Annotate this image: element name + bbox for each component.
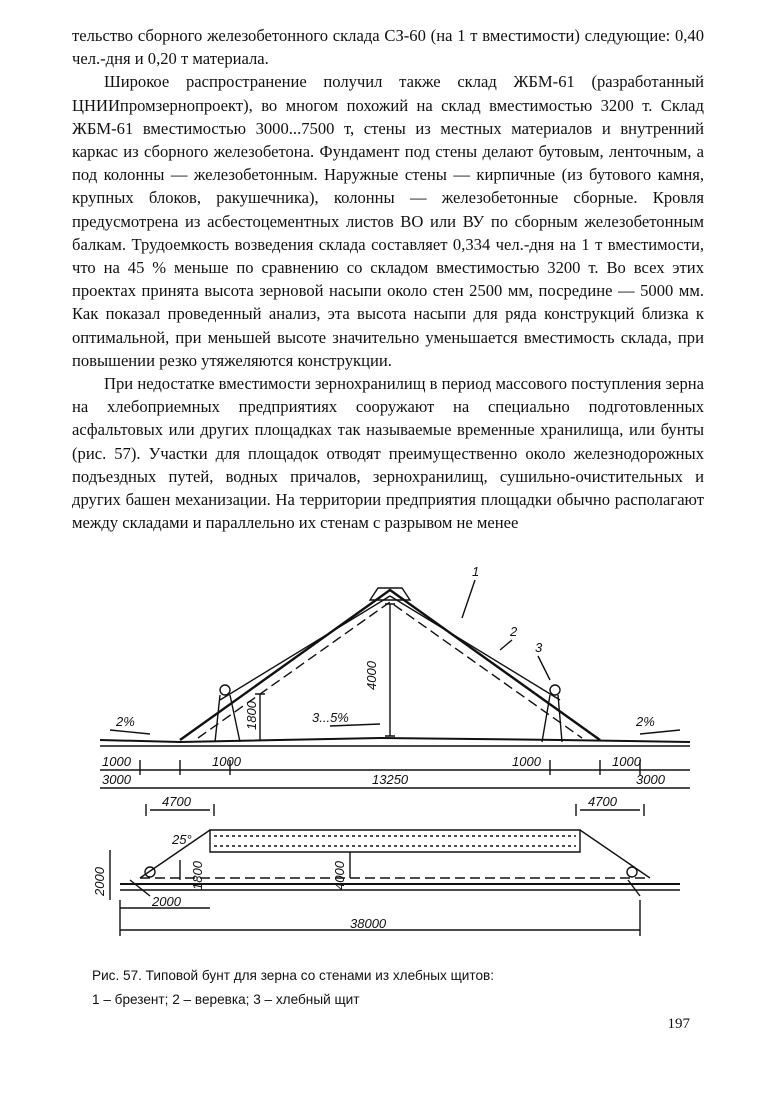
label-4700-left: 4700: [162, 794, 191, 809]
page-number: 197: [667, 1016, 690, 1032]
figure-caption: [92, 964, 712, 1012]
label-4000-top: 4000: [364, 661, 379, 690]
label-slope-mid: 3...5%: [312, 710, 349, 725]
label-2000: 2000: [152, 894, 181, 909]
label-2000-vertical: 2000: [92, 867, 107, 896]
label-angle-25: 25°: [172, 832, 192, 847]
label-slope-left: 2%: [116, 714, 135, 729]
label-13250: 13250: [372, 772, 409, 787]
grain-pile-drawing: [80, 560, 710, 960]
paragraph-2: Широкое распространение получил также склад ЖБМ-61 (разработанный ЦНИИпромзернопроект), во многом похожий на склад вместимостью 3200 т. Склад ЖБМ-61 вместимостью 3000...7500 т, стены из местных материалов и внутренний каркас из сборного железобетона. Фундамент под стены делают бутовым, ленточным, а под колонны — железобетонным. Наружные стены — кирпичные (из бутового камня, крупных блоков, ракушечника), колонны — железобетонные сборные. Кровля предусмотрена из асбестоцементных листов ВО или ВУ по сборным железобетонным балкам. Трудоемкость возведения склада составляет 0,334 чел.-дня на 1 т вместимости, что на 45 % меньше по сравнению со складом вместимостью 3200 т. Во всех этих проектах принята высота зерновой насыпи около стен 2500 мм, посредине — 5000 мм. Как показал проведенный анализ, эта высота насыпи для ряда конструкций близка к оптимальной, при меньшей высоте значительно уменьшается вместимость склада, при повышении резко утяжеляются конструкции.: [72, 72, 704, 370]
paragraph-3: При недостатке вместимости зернохранилищ в период массового поступления зерна на хлебоприемных предприятиях сооружают на специально подготовленных асфальтовых или других площадках так называемые временные хранилища, или бунты (рис. 57). Участки для площадок отводят преимущественно около железнодорожных подъездных путей, водных причалов, зернохранилищ, сушильно-очистительных и других башен механизации. На территории предприятия площадки обычно располагают между складами и параллельно их стенам с разрывом не менее: [72, 374, 704, 533]
caption-legend: 1 – брезент; 2 – веревка; 3 – хлебный щит: [92, 992, 360, 1007]
body-text: [72, 24, 704, 534]
figure-57-drawing: [80, 560, 710, 960]
label-1800-bottom: 1800: [190, 861, 205, 890]
label-1000-b: 1000: [212, 754, 241, 769]
label-1: 1: [472, 564, 480, 579]
paragraph-1: тельство сборного железобетонного склада СЗ-60 (на 1 т вместимости) следующие: 0,40 чел.-дня и 0,20 т материала.: [72, 26, 704, 69]
label-4000-bottom: 4000: [332, 861, 347, 890]
label-slope-right: 2%: [636, 714, 655, 729]
caption-title: Рис. 57. Типовой бунт для зерна со стенами из хлебных щитов:: [92, 968, 495, 983]
label-1000-c: 1000: [512, 754, 541, 769]
label-3000-right: 3000: [636, 772, 665, 787]
label-1800-top: 1800: [244, 701, 259, 730]
label-2: 2: [510, 624, 518, 639]
label-1000-a: 1000: [102, 754, 131, 769]
label-3: 3: [535, 640, 543, 655]
label-38000: 38000: [350, 916, 387, 931]
label-4700-right: 4700: [588, 794, 617, 809]
label-3000-left: 3000: [102, 772, 131, 787]
label-1000-d: 1000: [612, 754, 641, 769]
